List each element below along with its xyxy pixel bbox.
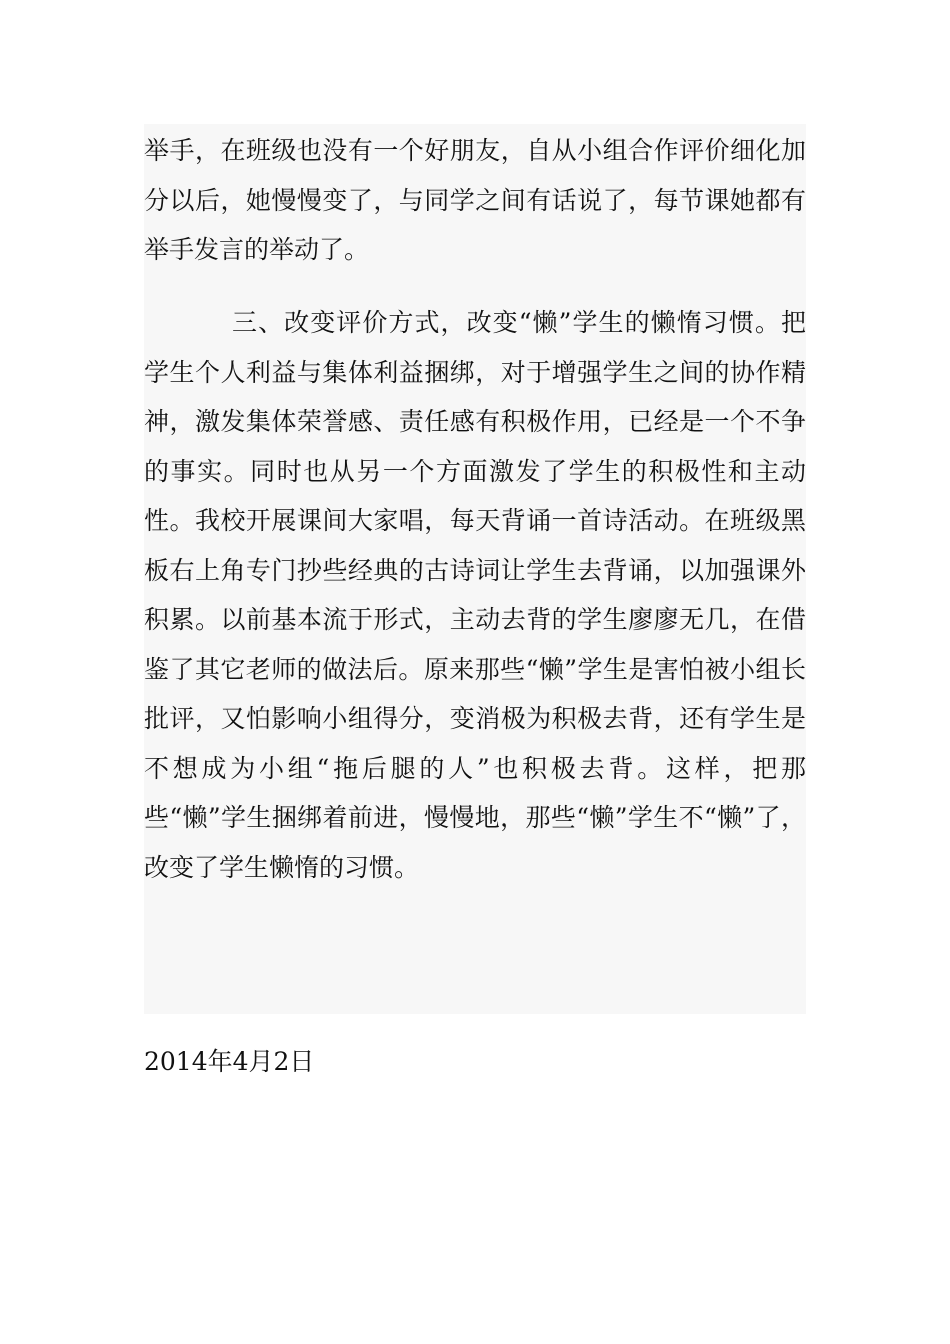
document-date: 2014年4月2日 bbox=[144, 1047, 315, 1076]
paragraph-section-three: 三、改变评价方式，改变“懒”学生的懒惰习惯。把学生个人利益与集体利益捆绑，对于增强学生之间的协作精神，激发集体荣誉感、责任感有积极作用，已经是一个不争的事实。同时也从另一个方面激发了学生的积极性和主动性。我校开展课间大家唱，每天背诵一首诗活动。在班级黑板右上角专门抄些经典的古诗词让学生去背诵，以加强课外积累。以前基本流于形式，主动去背的学生廖廖无几，在借鉴了其它老师的做法后。原来那些“懒”学生是害怕被小组长批评，又怕影响小组得分，变消极为积极去背，还有学生是不想成为小组“拖后腿的人”也积极去背。这样，把那些“懒”学生捆绑着前进，慢慢地，那些“懒”学生不“懒”了，改变了学生懒惰的习惯。 bbox=[144, 308, 806, 882]
paragraph-continuation: 举手，在班级也没有一个好朋友，自从小组合作评价细化加分以后，她慢慢变了，与同学之间有话说了，每节课她都有举手发言的举动了。 bbox=[144, 136, 806, 264]
